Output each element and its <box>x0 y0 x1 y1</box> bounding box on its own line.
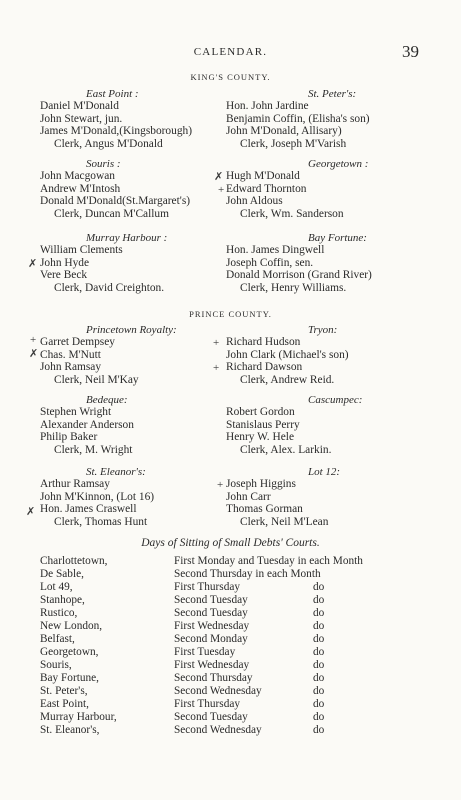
district-lot-12 <box>226 466 441 528</box>
court-ditto: do <box>313 724 325 736</box>
magistrate: Donald Morrison (Grand River) <box>226 269 372 282</box>
court-place: Charlottetown, <box>40 555 108 567</box>
magistrate: Thomas Gorman <box>226 503 303 516</box>
district-title: Cascumpec: <box>308 394 363 406</box>
magistrate: Edward Thornton <box>226 182 307 195</box>
clerk: Clerk, Henry Williams. <box>240 281 347 294</box>
district-cascumpec <box>226 394 441 456</box>
courts-title: Days of Sitting of Small Debts' Courts. <box>141 537 320 549</box>
clerk: Clerk, Neil M'Kay <box>54 373 139 386</box>
magistrate: Joseph Coffin, sen. <box>226 256 314 269</box>
magistrate: John M'Kinnon, (Lot 16) <box>40 490 155 503</box>
magistrate: Benjamin Coffin, (Elisha's son) <box>226 112 370 125</box>
magistrate: Hon. John Jardine <box>226 100 309 112</box>
clerk: Clerk, Joseph M'Varish <box>240 137 347 150</box>
court-day: First Tuesday <box>174 646 236 658</box>
district-georgetown <box>226 158 441 220</box>
magistrate: Hugh M'Donald <box>226 170 300 182</box>
court-ditto: do <box>313 711 325 723</box>
court-day: Second Monday <box>174 633 248 645</box>
court-place: Bay Fortune, <box>40 672 99 684</box>
court-ditto: do <box>313 620 325 632</box>
clerk: Clerk, Neil M'Lean <box>240 515 329 528</box>
court-place: Murray Harbour, <box>40 711 117 723</box>
table-row <box>40 698 445 711</box>
handwritten-cross-mark: ✗ <box>28 258 38 270</box>
kings-county-heading: KING'S COUNTY. <box>190 72 271 82</box>
magistrate: John Carr <box>226 490 271 503</box>
table-row <box>40 659 445 672</box>
court-ditto: do <box>313 698 325 710</box>
handwritten-plus-mark: + <box>217 479 224 491</box>
page-title: CALENDAR. <box>193 46 268 58</box>
district-bay-fortune <box>226 232 441 294</box>
court-day: Second Tuesday <box>174 711 248 723</box>
court-ditto: do <box>313 672 325 684</box>
district-title: St. Peter's: <box>308 88 357 100</box>
court-ditto: do <box>313 659 325 671</box>
district-tryon <box>226 324 441 386</box>
magistrate: Hon. James Craswell <box>40 503 137 516</box>
table-row <box>40 633 445 646</box>
magistrate: John Clark (Michael's son) <box>226 348 349 361</box>
page-header <box>0 44 461 64</box>
district-bedeque <box>40 394 240 456</box>
clerk: Clerk, Alex. Larkin. <box>240 443 332 456</box>
table-row <box>40 711 445 724</box>
court-place: Souris, <box>40 659 72 671</box>
table-row <box>40 568 445 581</box>
court-place: Rustico, <box>40 607 78 619</box>
district-title: Murray Harbour : <box>86 232 168 244</box>
court-place: De Sable, <box>40 568 84 580</box>
magistrate: Vere Beck <box>40 269 88 282</box>
handwritten-plus-mark: + <box>218 184 225 196</box>
handwritten-plus-mark: + <box>30 334 37 346</box>
table-row <box>40 724 445 737</box>
court-ditto: do <box>313 581 325 593</box>
court-day: First Monday and Tuesday in each Month <box>174 555 363 567</box>
court-place: Lot 49, <box>40 581 73 593</box>
magistrate: Alexander Anderson <box>40 418 134 431</box>
district-souris <box>40 158 240 220</box>
court-day: Second Wednesday <box>174 724 262 736</box>
clerk: Clerk, Wm. Sanderson <box>240 207 344 220</box>
district-princetown-royalty <box>40 324 240 386</box>
district-st-eleanors <box>40 466 240 528</box>
court-ditto: do <box>313 607 325 619</box>
court-place: St. Eleanor's, <box>40 724 100 736</box>
court-place: Belfast, <box>40 633 75 645</box>
court-day: First Wednesday <box>174 620 250 632</box>
district-title: Georgetown : <box>308 158 369 170</box>
handwritten-cross-mark: ✗ <box>214 171 224 183</box>
magistrate: Daniel M'Donald <box>40 100 119 112</box>
table-row <box>40 672 445 685</box>
court-day: First Thursday <box>174 698 241 710</box>
magistrate: Joseph Higgins <box>226 478 296 490</box>
court-day: First Wednesday <box>174 659 250 671</box>
court-day: Second Tuesday <box>174 607 248 619</box>
court-day: Second Thursday in each Month <box>174 568 321 580</box>
clerk: Clerk, M. Wright <box>54 443 133 456</box>
court-day: Second Wednesday <box>174 685 262 697</box>
table-row <box>40 594 445 607</box>
court-place: East Point, <box>40 698 89 710</box>
table-row <box>40 581 445 594</box>
table-row <box>40 685 445 698</box>
magistrate: Stephen Wright <box>40 406 112 418</box>
district-title: Bedeque: <box>86 394 128 406</box>
page-number: 39 <box>402 42 419 61</box>
table-row <box>40 620 445 633</box>
magistrate: Garret Dempsey <box>40 336 115 348</box>
magistrate: Philip Baker <box>40 431 98 444</box>
district-title: Souris : <box>86 158 121 170</box>
handwritten-plus-mark: + <box>213 362 220 374</box>
magistrate: Chas. M'Nutt <box>40 348 101 361</box>
magistrate: William Clements <box>40 244 123 256</box>
court-place: St. Peter's, <box>40 685 88 697</box>
clerk: Clerk, Angus M'Donald <box>54 137 163 150</box>
court-place: Georgetown, <box>40 646 99 658</box>
clerk: Clerk, Thomas Hunt <box>54 515 148 528</box>
court-ditto: do <box>313 633 325 645</box>
district-st-peters <box>226 88 441 150</box>
court-day: Second Tuesday <box>174 594 248 606</box>
court-ditto: do <box>313 646 325 658</box>
clerk: Clerk, Duncan M'Callum <box>54 207 169 220</box>
courts-table <box>40 555 445 737</box>
magistrate: Robert Gordon <box>226 406 295 418</box>
court-day: First Thursday <box>174 581 241 593</box>
district-murray-harbour <box>40 232 240 294</box>
magistrate: John Macgowan <box>40 170 115 182</box>
magistrate: Stanislaus Perry <box>226 418 300 431</box>
magistrate: John M'Donald, Allisary) <box>226 125 342 138</box>
court-place: Stanhope, <box>40 594 85 606</box>
district-title: St. Eleanor's: <box>86 466 146 478</box>
clerk: Clerk, Andrew Reid. <box>240 373 335 386</box>
clerk: Clerk, David Creighton. <box>54 281 165 294</box>
court-ditto: do <box>313 685 325 697</box>
table-row <box>40 646 445 659</box>
table-row <box>40 555 445 568</box>
magistrate: Richard Dawson <box>226 361 303 374</box>
court-place: New London, <box>40 620 103 632</box>
magistrate: Hon. James Dingwell <box>226 244 325 256</box>
magistrate: James M'Donald,(Kingsborough) <box>40 125 193 138</box>
magistrate: Andrew M'Intosh <box>40 182 121 195</box>
district-title: East Point : <box>86 88 139 100</box>
district-title: Tryon: <box>308 324 338 336</box>
magistrate: Henry W. Hele <box>226 431 295 444</box>
magistrate: Donald M'Donald(St.Margaret's) <box>40 195 191 208</box>
magistrate: Richard Hudson <box>226 336 301 348</box>
district-east-point <box>40 88 240 150</box>
court-ditto: do <box>313 594 325 606</box>
court-day: Second Thursday <box>174 672 253 684</box>
magistrate: John Hyde <box>40 256 90 269</box>
handwritten-cross-mark: ✗ <box>26 506 36 518</box>
handwritten-plus-mark: + <box>213 337 220 349</box>
district-title: Princetown Royalty: <box>86 324 177 336</box>
magistrate: John Stewart, jun. <box>40 112 123 125</box>
magistrate: John Aldous <box>226 195 283 208</box>
magistrate: Arthur Ramsay <box>40 478 110 490</box>
handwritten-cross-mark: ✗ <box>29 348 39 360</box>
prince-county-heading: PRINCE COUNTY. <box>189 309 272 319</box>
district-title: Bay Fortune: <box>308 232 367 244</box>
district-title: Lot 12: <box>308 466 341 478</box>
magistrate: John Ramsay <box>40 361 102 374</box>
table-row <box>40 607 445 620</box>
